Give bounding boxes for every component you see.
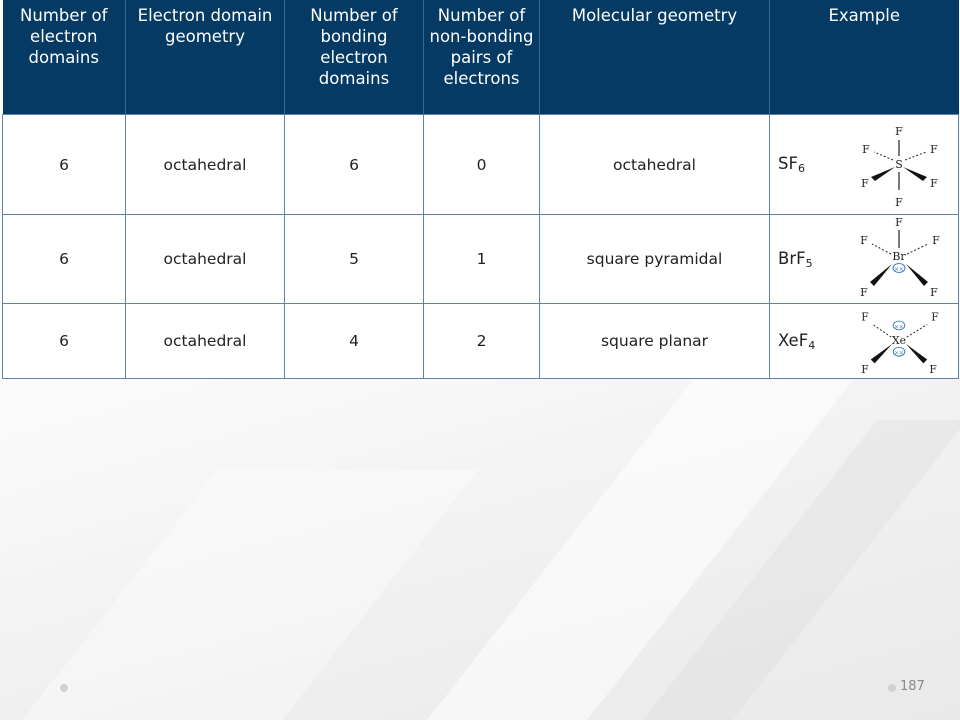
- example-formula: XeF$_4$: [778, 330, 816, 352]
- svg-text:F: F: [860, 286, 868, 299]
- sf6-structure-diagram: [844, 122, 954, 208]
- header-electron-domains: Number of electron domains: [3, 0, 126, 115]
- background-band: [427, 380, 853, 720]
- vsepr-table: [2, 0, 959, 379]
- header-nonbonding-pairs: Number of non-bonding pairs of electrons: [424, 0, 540, 115]
- cell-bonding: 4: [285, 304, 424, 379]
- svg-text:Xe: Xe: [892, 333, 906, 347]
- footer-left-dot: [60, 684, 68, 692]
- cell-domain-geometry: octahedral: [126, 215, 285, 304]
- footer-right-dot: [888, 684, 896, 692]
- cell-domains: 6: [3, 304, 126, 379]
- brf5-structure-diagram: [844, 216, 954, 302]
- page-number: 187: [900, 679, 925, 694]
- svg-text:F: F: [932, 234, 940, 247]
- cell-domains: 6: [3, 115, 126, 215]
- cell-nonbonding: 0: [424, 115, 540, 215]
- cell-example: [770, 115, 959, 215]
- cell-molecular-geometry: square planar: [540, 304, 770, 379]
- svg-text:F: F: [929, 363, 937, 377]
- svg-text:F: F: [931, 310, 939, 324]
- cell-example: [770, 304, 959, 379]
- cell-molecular-geometry: square pyramidal: [540, 215, 770, 304]
- cell-bonding: 5: [285, 215, 424, 304]
- header-example: Example: [770, 0, 959, 115]
- table-header-row: [3, 0, 959, 115]
- header-electron-domain-geometry: Electron domain geometry: [126, 0, 285, 115]
- svg-text:F: F: [862, 142, 870, 156]
- cell-molecular-geometry: octahedral: [540, 115, 770, 215]
- svg-text:F: F: [895, 195, 903, 208]
- table-row: [3, 215, 959, 304]
- svg-text:F: F: [895, 216, 903, 229]
- cell-bonding: 6: [285, 115, 424, 215]
- header-bonding-domains: Number of bonding electron domains: [285, 0, 424, 115]
- cell-domain-geometry: octahedral: [126, 115, 285, 215]
- svg-text:F: F: [930, 286, 938, 299]
- example-formula: $SF_6$: [778, 154, 805, 175]
- svg-text:F: F: [930, 142, 938, 156]
- svg-text:××: ××: [894, 324, 904, 331]
- background-band: [643, 420, 960, 720]
- svg-text:F: F: [860, 234, 868, 247]
- svg-text:F: F: [861, 363, 869, 377]
- xef4-structure-diagram: [844, 305, 954, 377]
- header-molecular-geometry: Molecular geometry: [540, 0, 770, 115]
- svg-text:××: ××: [893, 266, 905, 273]
- cell-nonbonding: 1: [424, 215, 540, 304]
- table-row: [3, 115, 959, 215]
- cell-domain-geometry: octahedral: [126, 304, 285, 379]
- background-band: [22, 470, 477, 720]
- cell-domains: 6: [3, 215, 126, 304]
- svg-text:F: F: [895, 124, 903, 138]
- cell-example: [770, 215, 959, 304]
- svg-text:××: ××: [894, 350, 904, 357]
- svg-text:S: S: [895, 157, 903, 171]
- cell-nonbonding: 2: [424, 304, 540, 379]
- svg-text:F: F: [930, 176, 938, 190]
- svg-text:F: F: [861, 310, 869, 324]
- svg-text:F: F: [861, 176, 869, 190]
- example-formula: BrF$_5$: [778, 248, 813, 270]
- svg-text:Br: Br: [892, 250, 906, 263]
- table-row: [3, 304, 959, 379]
